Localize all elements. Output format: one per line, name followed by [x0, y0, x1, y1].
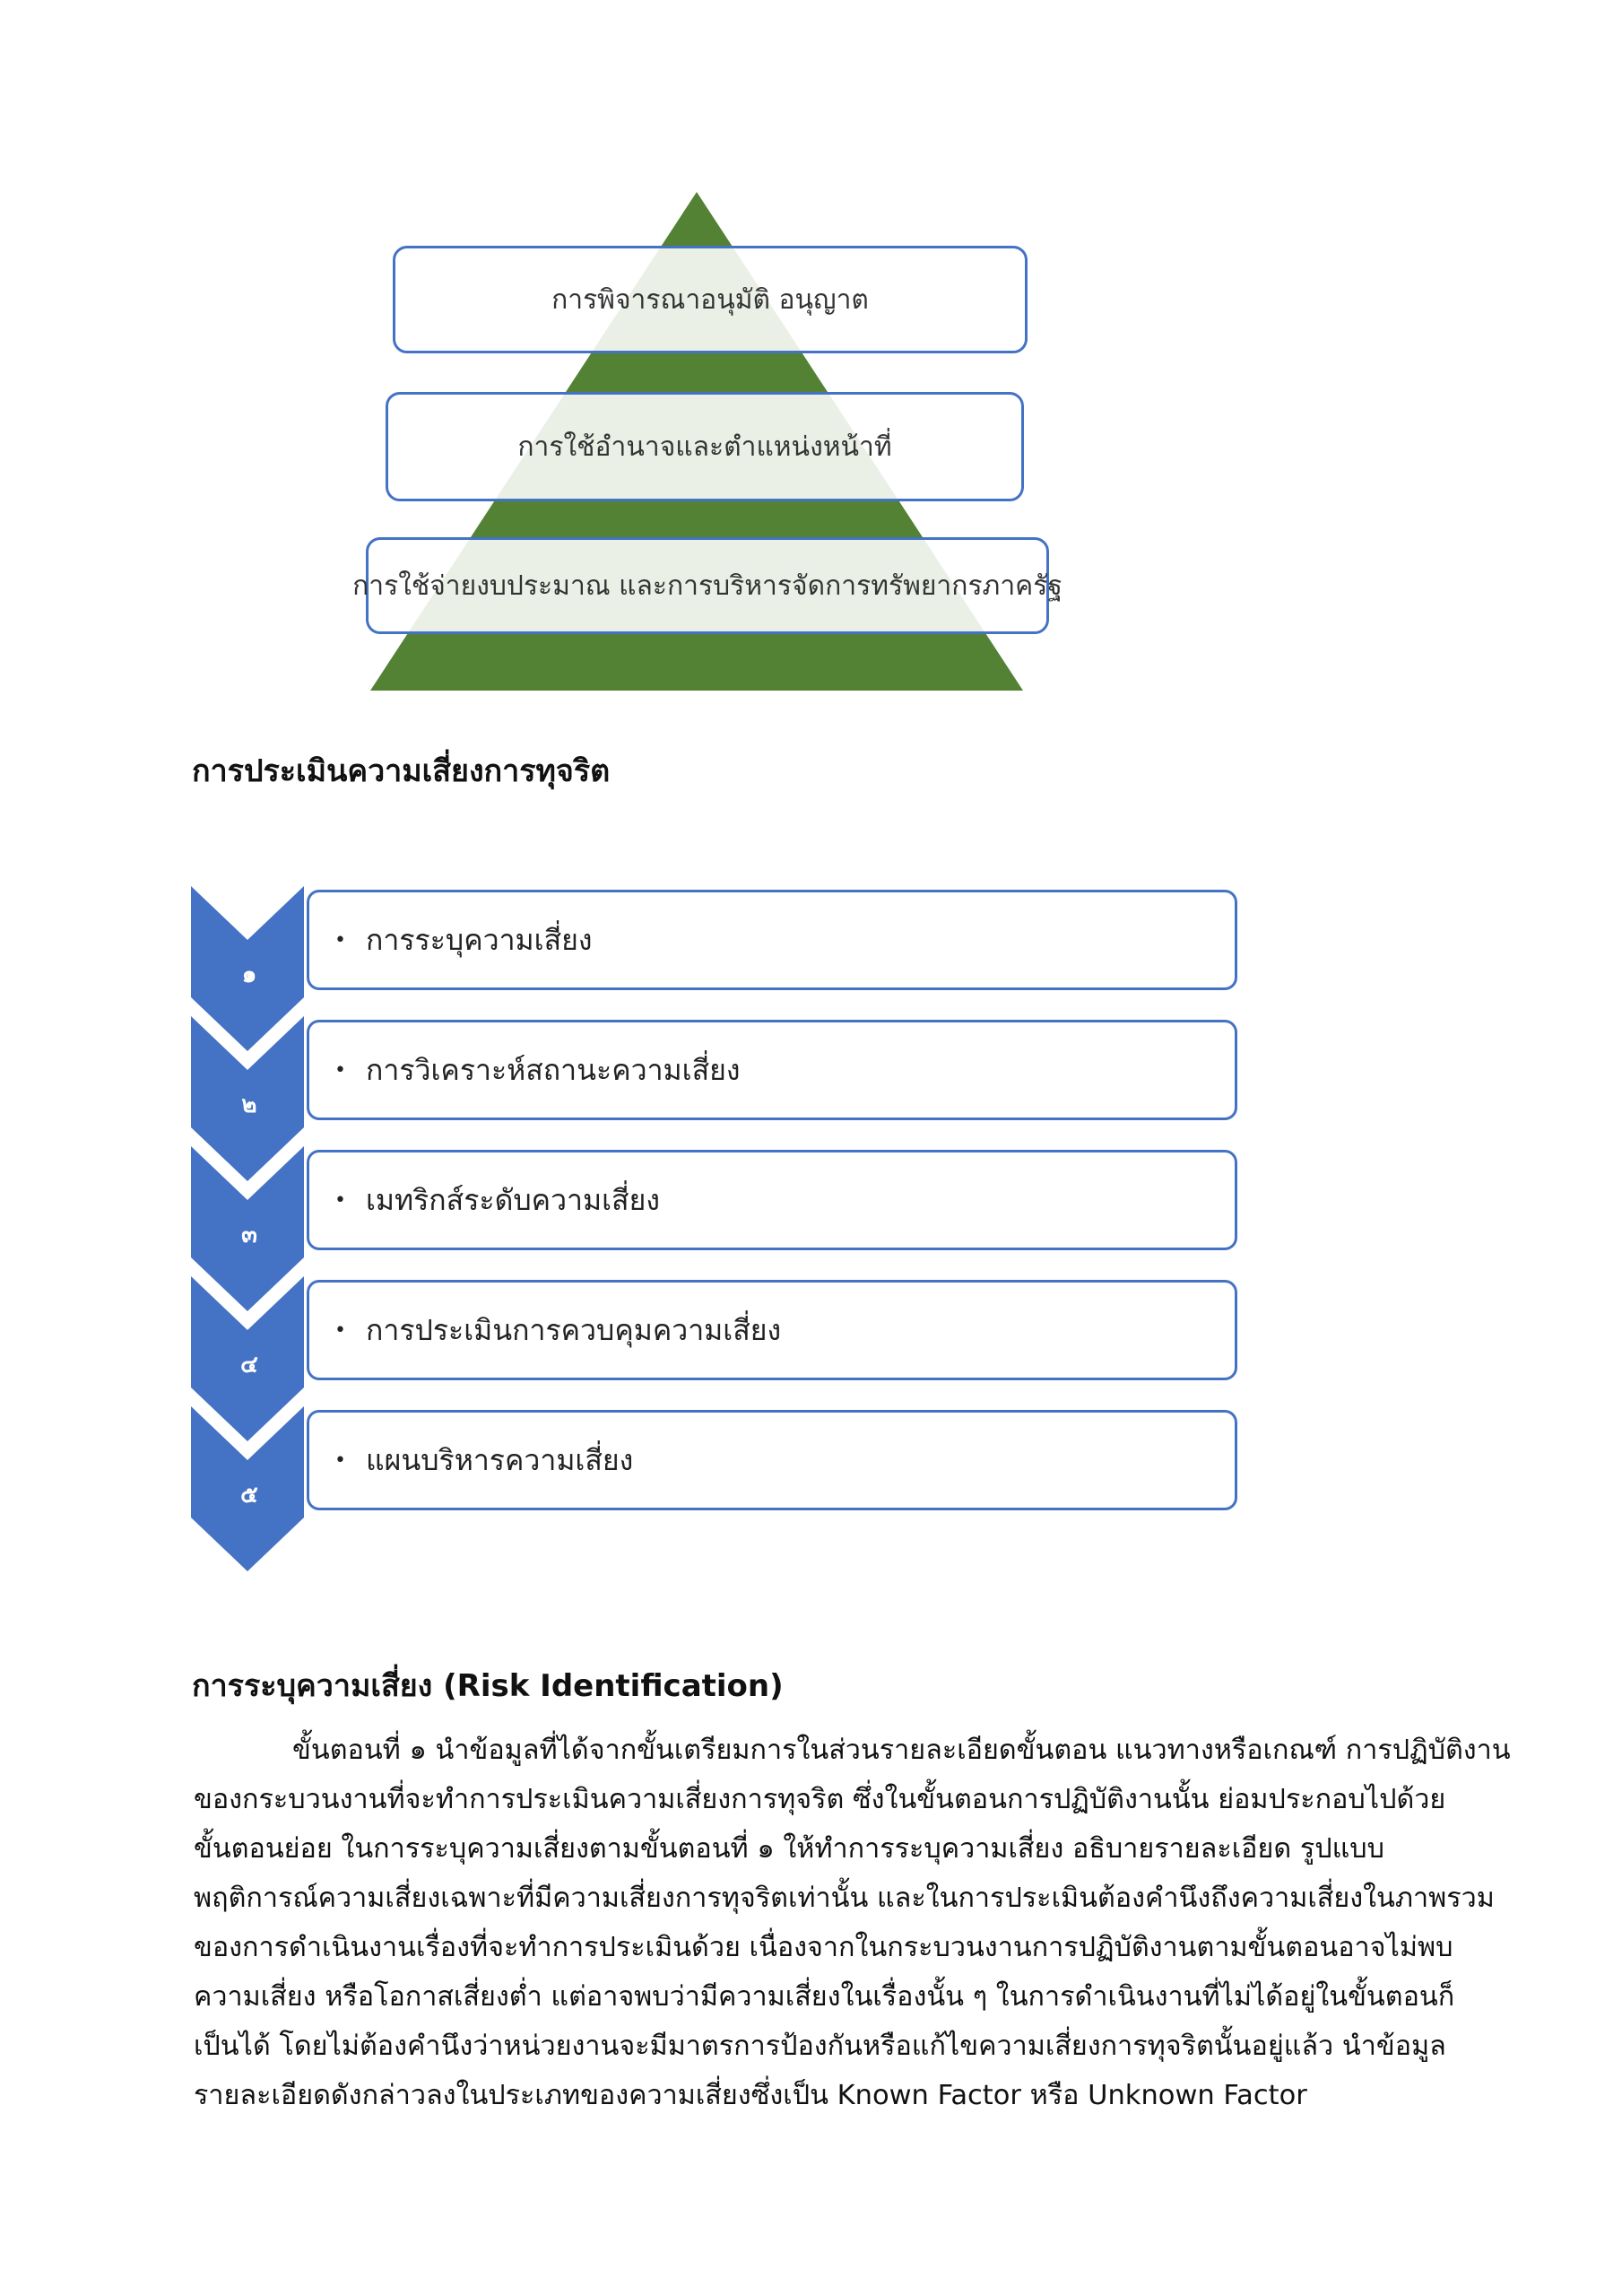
- bullet-icon: •: [334, 1448, 346, 1472]
- pyramid-level-1-label: การพิจารณาอนุมัติ อนุญาต: [551, 283, 869, 316]
- bullet-icon: •: [334, 1318, 346, 1342]
- paragraph-line: พฤติการณ์ความเสี่ยงเฉพาะที่มีความเสี่ยงการทุจริตเท่านั้น และในการประเมินต้องคำนึงถึงความเสี่ยงในภาพรวม: [194, 1883, 1495, 1914]
- paragraph-line: รายละเอียดดังกล่าวลงในประเภทของความเสี่ยงซึ่งเป็น Known Factor หรือ Unknown Factor: [194, 2080, 1307, 2111]
- pyramid-level-3-label: การใช้จ่ายงบประมาณ และการบริหารจัดการทรัพยากรภาครัฐ: [352, 570, 1063, 602]
- paragraph-line: ของกระบวนงานที่จะทำการประเมินความเสี่ยงการทุจริต ซึ่งในขั้นตอนการปฏิบัติงานนั้น ย่อมประกอบไปด้วย: [194, 1784, 1446, 1815]
- step-number-1: ๑: [241, 961, 257, 988]
- step-label-5: แผนบริหารความเสี่ยง: [365, 1442, 634, 1477]
- section-heading-risk-identification: การระบุความเสี่ยง (Risk Identification): [192, 1668, 784, 1704]
- bullet-icon: •: [334, 928, 346, 952]
- paragraph-line: ขั้นตอนย่อย ในการระบุความเสี่ยงตามขั้นตอนที่ ๑ ให้ทำการระบุความเสี่ยง อธิบายรายละเอียด รูปแบบ: [194, 1833, 1384, 1865]
- pyramid-level-2-label: การใช้อำนาจและตำแหน่งหน้าที่: [517, 430, 892, 463]
- step-number-3: ๓: [241, 1222, 257, 1248]
- section-heading-risk-assessment: การประเมินความเสี่ยงการทุจริต: [192, 753, 611, 789]
- step-label-4: การประเมินการควบคุมความเสี่ยง: [365, 1312, 782, 1347]
- bullet-icon: •: [334, 1188, 346, 1212]
- step-box-5: [307, 1410, 1237, 1510]
- step-label-3: เมทริกส์ระดับความเสี่ยง: [365, 1182, 660, 1217]
- paragraph-line: ของการดำเนินงานเรื่องที่จะทำการประเมินด้วย เนื่องจากในกระบวนงานการปฏิบัติงานตามขั้นตอนอาจไม่พบ: [194, 1932, 1453, 1963]
- step-number-5: ๕: [240, 1482, 258, 1509]
- step-label-2: การวิเคราะห์สถานะความเสี่ยง: [365, 1052, 741, 1087]
- step-number-2: ๒: [241, 1091, 257, 1118]
- step-box-1: [307, 890, 1237, 990]
- paragraph-line: ขั้นตอนที่ ๑ นำข้อมูลที่ได้จากขั้นเตรียมการในส่วนรายละเอียดขั้นตอน แนวทางหรือเกณฑ์ การปฏิบัติงาน: [292, 1735, 1511, 1766]
- step-label-1: การระบุความเสี่ยง: [365, 922, 593, 957]
- step-number-4: ๔: [240, 1352, 258, 1378]
- step-box-2: [307, 1020, 1237, 1120]
- bullet-icon: •: [334, 1058, 346, 1082]
- paragraph-line: ความเสี่ยง หรือโอกาสเสี่ยงต่ำ แต่อาจพบว่ามีความเสี่ยงในเรื่องนั้น ๆ ในการดำเนินงานที่ไม่ได้อยู่ในขั้นตอนก็: [194, 1981, 1455, 2013]
- body-paragraph: [194, 1726, 1511, 2120]
- step-box-3: [307, 1150, 1237, 1250]
- paragraph-line: เป็นได้ โดยไม่ต้องคำนึงว่าหน่วยงานจะมีมาตรการป้องกันหรือแก้ไขความเสี่ยงการทุจริตนั้นอยู่แล้ว นำข้อมูล: [194, 2031, 1446, 2062]
- step-box-4: [307, 1280, 1237, 1380]
